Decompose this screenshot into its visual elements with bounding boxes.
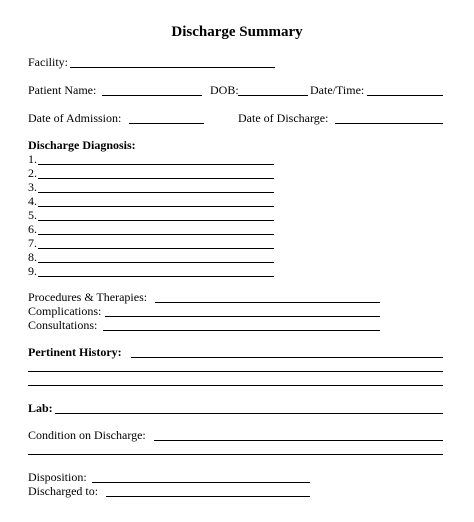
- pertinent-history-line[interactable]: [28, 371, 443, 372]
- diagnosis-number: 8.: [28, 250, 37, 264]
- pertinent-history-line[interactable]: [131, 357, 443, 358]
- diagnosis-number: 3.: [28, 180, 37, 194]
- lab-label: Lab:: [28, 401, 53, 415]
- diagnosis-number: 4.: [28, 194, 37, 208]
- consultations-line[interactable]: [103, 330, 380, 331]
- discharged-to-line[interactable]: [106, 496, 310, 497]
- date-of-discharge-label: Date of Discharge:: [238, 111, 329, 125]
- diagnosis-line[interactable]: [38, 276, 274, 277]
- diagnosis-number: 1.: [28, 152, 37, 166]
- disposition-line[interactable]: [92, 482, 310, 483]
- diagnosis-line[interactable]: [38, 192, 274, 193]
- disposition-label: Disposition:: [28, 470, 87, 484]
- discharge-diagnosis-heading: Discharge Diagnosis:: [28, 138, 136, 152]
- discharged-to-label: Discharged to:: [28, 484, 99, 498]
- diagnosis-number: 9.: [28, 264, 37, 278]
- complications-line[interactable]: [105, 316, 380, 317]
- facility-line[interactable]: [70, 67, 275, 68]
- lab-line[interactable]: [55, 413, 443, 414]
- diagnosis-number: 6.: [28, 222, 37, 236]
- diagnosis-line[interactable]: [38, 234, 274, 235]
- date-time-label: Date/Time:: [310, 83, 365, 97]
- facility-label: Facility:: [28, 55, 68, 69]
- date-of-admission-label: Date of Admission:: [28, 111, 122, 125]
- dob-line[interactable]: [238, 95, 308, 96]
- procedures-therapies-line[interactable]: [155, 302, 380, 303]
- diagnosis-line[interactable]: [38, 164, 274, 165]
- date-of-admission-line[interactable]: [129, 123, 204, 124]
- date-of-discharge-line[interactable]: [335, 123, 443, 124]
- dob-label: DOB:: [210, 83, 239, 97]
- diagnosis-line[interactable]: [38, 220, 274, 221]
- diagnosis-number: 7.: [28, 236, 37, 250]
- diagnosis-line[interactable]: [38, 262, 274, 263]
- patient-name-label: Patient Name:: [28, 83, 97, 97]
- pertinent-history-label: Pertinent History:: [28, 345, 122, 359]
- procedures-therapies-label: Procedures & Therapies:: [28, 290, 148, 304]
- patient-name-line[interactable]: [102, 95, 202, 96]
- condition-on-discharge-line[interactable]: [154, 440, 443, 441]
- pertinent-history-line[interactable]: [28, 385, 443, 386]
- diagnosis-line[interactable]: [38, 206, 274, 207]
- diagnosis-line[interactable]: [38, 248, 274, 249]
- diagnosis-line[interactable]: [38, 178, 274, 179]
- page-title: Discharge Summary: [171, 24, 303, 40]
- consultations-label: Consultations:: [28, 318, 98, 332]
- diagnosis-number: 5.: [28, 208, 37, 222]
- complications-label: Complications:: [28, 304, 102, 318]
- condition-on-discharge-line[interactable]: [28, 454, 443, 455]
- date-time-line[interactable]: [367, 95, 443, 96]
- condition-on-discharge-label: Condition on Discharge:: [28, 428, 146, 442]
- diagnosis-number: 2.: [28, 166, 37, 180]
